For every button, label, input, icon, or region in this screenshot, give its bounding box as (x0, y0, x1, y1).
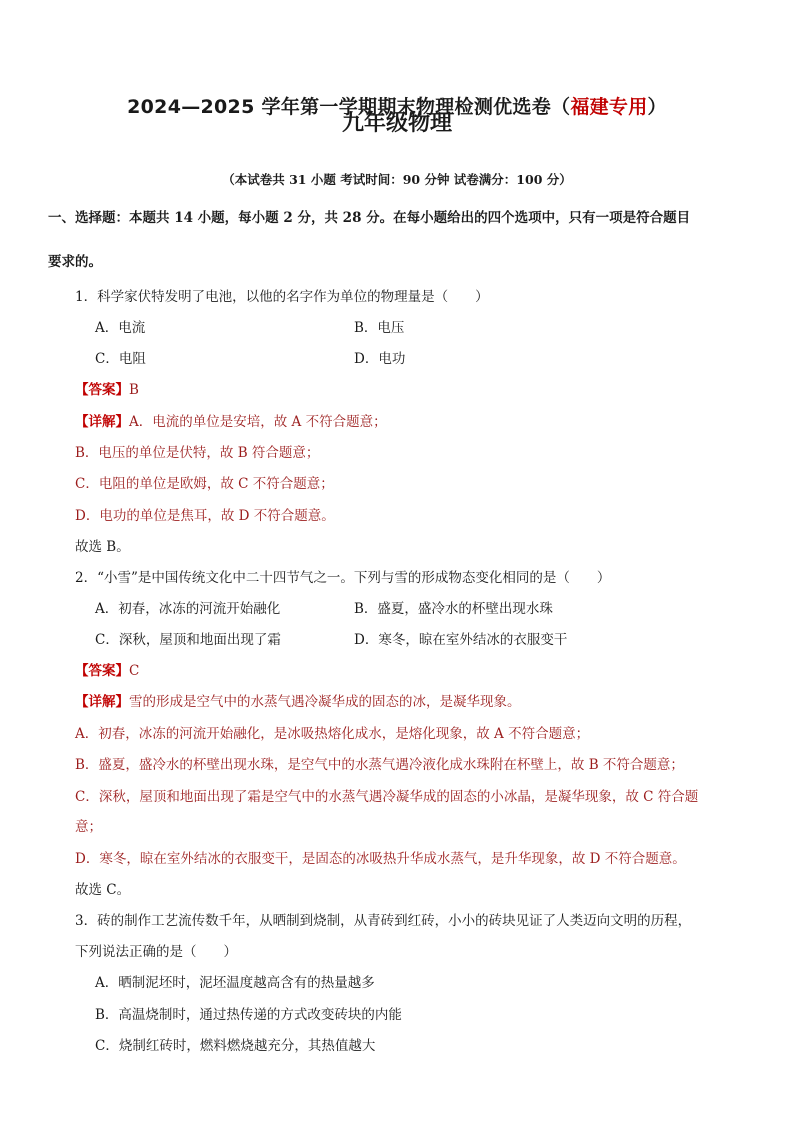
q1-answer-value: B (129, 382, 139, 398)
q2-detail-a: A．初春，冰冻的河流开始融化，是冰吸热熔化成水，是熔化现象，故 A 不符合题意； (75, 726, 590, 742)
q3-stem-line2: 下列说法正确的是（ ） (75, 944, 237, 960)
q3-option-a: A．晒制泥坯时，泥坯温度越高含有的热量越多 (95, 975, 375, 991)
q1-answer (75, 380, 755, 400)
title-main: 2024—2025 学年第一学期期末物理检测优选卷（ (127, 96, 571, 118)
q2-option-a: A．初春，冰冻的河流开始融化 (95, 601, 281, 617)
q1-stem: 1．科学家伏特发明了电池，以他的名字作为单位的物理量是（ ） (75, 289, 489, 305)
q2-answer (75, 661, 755, 681)
q2-option-b: B．盛夏，盛冷水的杯壁出现水珠 (354, 601, 553, 617)
q1-detail-label: 【详解】 (75, 414, 129, 430)
q2-option-c: C．深秋，屋顶和地面出现了霜 (95, 632, 281, 648)
title-region: 福建专用 (570, 96, 648, 118)
q2-detail-intro: 【详解】雪的形成是空气中的水蒸气遇冷凝华成的固态的冰，是凝华现象。 (75, 694, 521, 710)
q2-detail-c: C．深秋，屋顶和地面出现了霜是空气中的水蒸气遇冷凝华成的固态的小冰晶，是凝华现象，故 C 符合题 (75, 789, 699, 805)
q2-stem: 2．“小雪”是中国传统文化中二十四节气之一。下列与雪的形成物态变化相同的是（ ） (75, 570, 611, 586)
q1-option-c: C．电阻 (95, 351, 146, 367)
q2-option-d: D．寒冬，晾在室外结冰的衣服变干 (354, 632, 568, 648)
section-heading-line1: 一、选择题：本题共 14 小题，每小题 2 分，共 28 分。在每小题给出的四个选项中，只有一项是符合题目 (48, 210, 691, 226)
q2-detail-label: 【详解】 (75, 694, 129, 710)
q2-conclusion: 故选 C。 (75, 882, 131, 898)
q1-answer-label: 【答案】 (75, 382, 129, 398)
q1-detail-a: 【详解】A．电流的单位是安培，故 A 不符合题意； (75, 414, 387, 430)
q2-detail-d: D．寒冬，晾在室外结冰的衣服变干，是固态的冰吸热升华成水蒸气，是升华现象，故 D 不符合题意。 (75, 851, 686, 867)
q1-detail-b: B．电压的单位是伏特，故 B 符合题意； (75, 445, 320, 461)
q2-detail-b: B．盛夏，盛冷水的杯壁出现水珠，是空气中的水蒸气遇冷液化成水珠附在杯壁上，故 B 不符合题意； (75, 757, 684, 773)
q2-detail-c-cont: 意； (75, 819, 102, 835)
q3-option-b: B．高温烧制时，通过热传递的方式改变砖块的内能 (95, 1007, 402, 1023)
exam-info: （本试卷共 31 小题 考试时间：90 分钟 试卷满分：100 分） (222, 172, 572, 187)
q3-stem-line1: 3．砖的制作工艺流传数千年，从晒制到烧制，从青砖到红砖，小小的砖块见证了人类迈向文明的历程， (75, 913, 692, 929)
section-heading-line2: 要求的。 (48, 254, 102, 270)
exam-subtitle: 九年级物理 (341, 111, 452, 136)
q1-option-d: D．电功 (354, 351, 406, 367)
title-end: ） (647, 96, 667, 118)
q3-option-c: C．烧制红砖时，燃料燃烧越充分，其热值越大 (95, 1038, 376, 1054)
q2-answer-label: 【答案】 (75, 663, 129, 679)
q1-detail-c: C．电阻的单位是欧姆，故 C 不符合题意； (75, 476, 334, 492)
q1-option-b: B．电压 (354, 320, 405, 336)
q1-detail-d: D．电功的单位是焦耳，故 D 不符合题意。 (75, 508, 335, 524)
q1-conclusion: 故选 B。 (75, 539, 130, 555)
q2-answer-value: C (129, 663, 140, 679)
q1-option-a: A．电流 (95, 320, 146, 336)
